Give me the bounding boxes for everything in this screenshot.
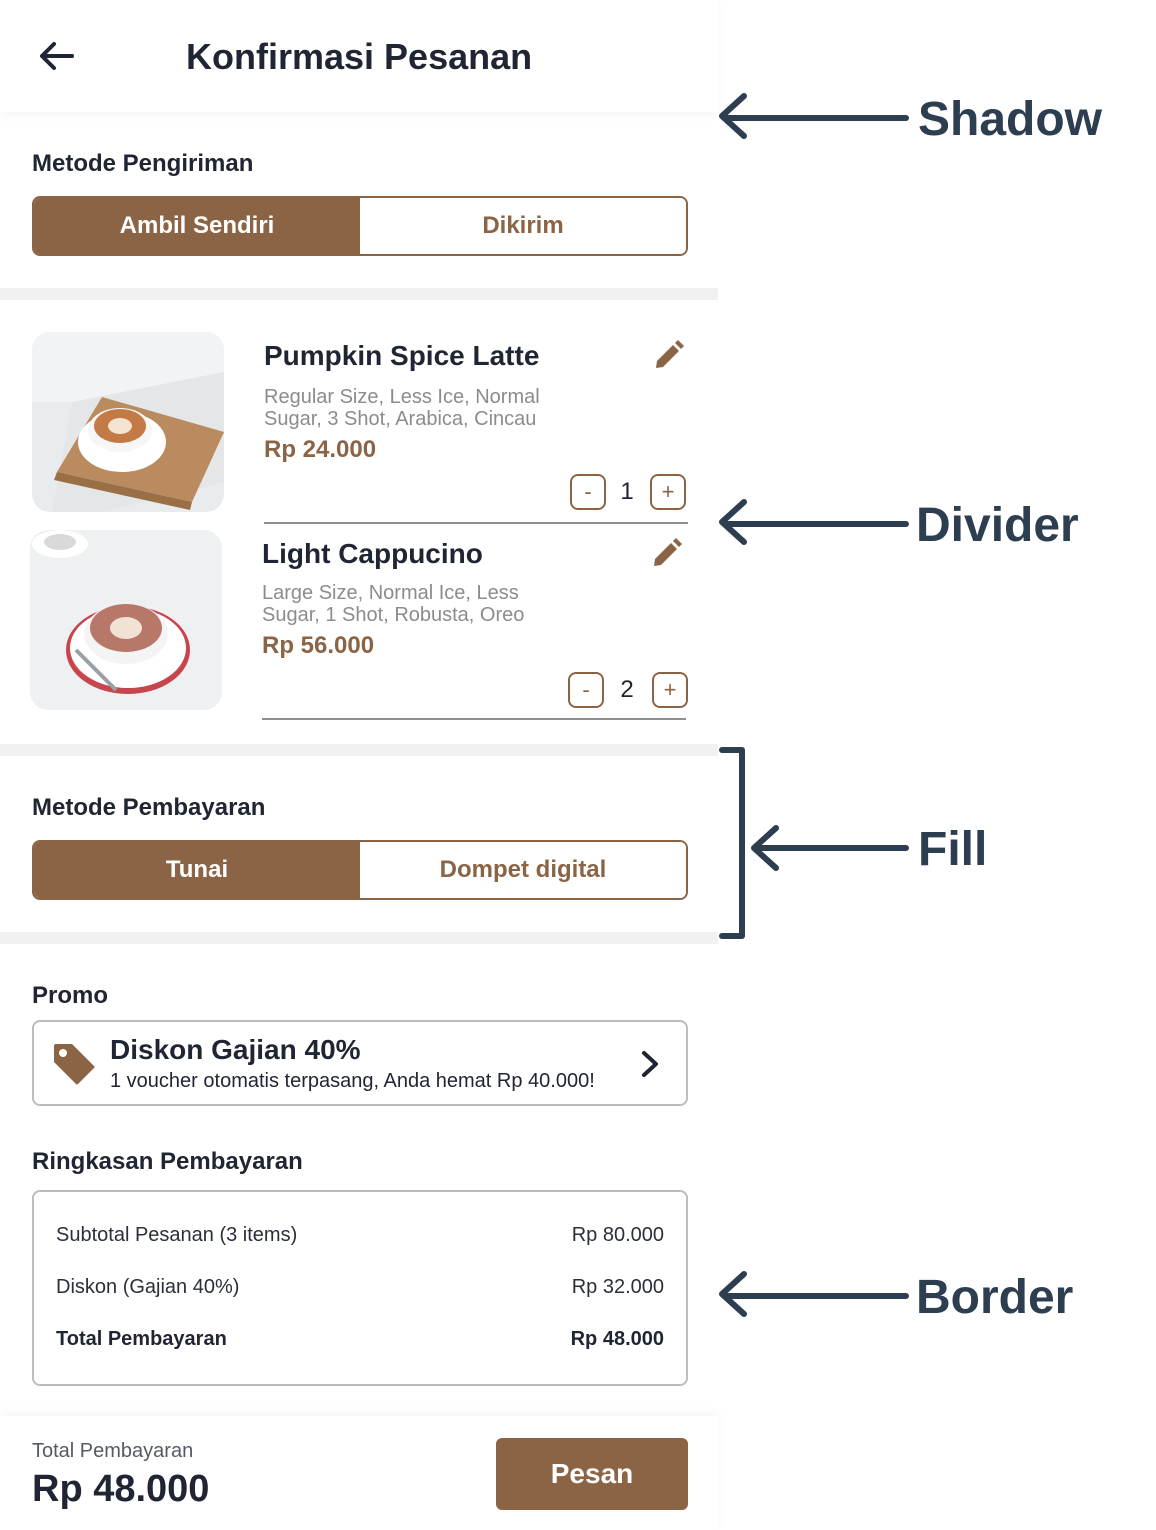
app-header <box>0 0 718 112</box>
page-title: Konfirmasi Pesanan <box>186 36 533 77</box>
payment-method-title: Metode Pembayaran <box>32 794 266 821</box>
footer-total-label: Total Pembayaran <box>32 1440 194 1462</box>
annotation-arrow-left-icon <box>716 1270 912 1320</box>
promo-voucher-card[interactable] <box>32 1020 688 1106</box>
item-quantity: 1 <box>620 478 634 505</box>
product-image-light-cappucino <box>30 530 222 710</box>
product-image-pumpkin-spice-latte <box>32 332 224 512</box>
item-divider <box>264 522 688 524</box>
annotation-arrow-left-icon <box>716 92 912 142</box>
annotation-label-fill: Fill <box>918 823 988 876</box>
delivery-option-delivered[interactable]: Dikirim <box>360 198 686 254</box>
annotation-label-divider: Divider <box>916 499 1079 552</box>
section-separator <box>0 288 718 300</box>
tag-icon <box>52 1042 96 1086</box>
edit-icon[interactable] <box>652 340 684 372</box>
increase-quantity-button[interactable]: + <box>650 474 686 510</box>
summary-row-subtotal <box>56 1224 664 1252</box>
promo-title: Promo <box>32 982 109 1009</box>
section-separator <box>0 744 718 756</box>
payment-option-ewallet[interactable]: Dompet digital <box>360 842 686 898</box>
summary-row-total <box>56 1328 664 1356</box>
summary-row-discount <box>56 1276 664 1304</box>
annotation-arrow-left-icon <box>748 824 912 874</box>
payment-method-toggle <box>32 840 688 900</box>
arrow-left-icon[interactable] <box>36 38 76 74</box>
summary-value: Rp 32.000 <box>571 1276 664 1298</box>
annotation-label-border: Border <box>916 1271 1074 1324</box>
footer-total-amount: Rp 48.000 <box>32 1468 210 1510</box>
annotation-bracket-icon <box>718 746 748 942</box>
promo-name: Diskon Gajian 40% <box>110 1034 361 1065</box>
delivery-method-title: Metode Pengiriman <box>32 150 254 177</box>
checkout-footer <box>0 1416 718 1530</box>
item-price: Rp 24.000 <box>264 436 377 463</box>
order-button[interactable]: Pesan <box>496 1438 688 1510</box>
item-description: Large Size, Normal Ice, Less Sugar, 1 Shot, Robusta, Oreo <box>262 582 525 626</box>
decrease-quantity-button[interactable]: - <box>568 672 604 708</box>
chevron-right-icon <box>638 1050 662 1078</box>
increase-quantity-button[interactable]: + <box>652 672 688 708</box>
summary-label: Total Pembayaran <box>56 1328 227 1350</box>
payment-summary-title: Ringkasan Pembayaran <box>32 1148 303 1175</box>
summary-label: Diskon (Gajian 40%) <box>56 1276 240 1298</box>
item-divider <box>262 718 686 720</box>
payment-summary-card <box>32 1190 688 1386</box>
item-quantity: 2 <box>620 676 634 703</box>
decrease-quantity-button[interactable]: - <box>570 474 606 510</box>
annotation-arrow-left-icon <box>716 498 912 548</box>
order-item <box>0 332 718 530</box>
summary-label: Subtotal Pesanan (3 items) <box>56 1224 298 1246</box>
item-name: Light Cappucino <box>262 538 483 569</box>
summary-value: Rp 80.000 <box>571 1224 664 1246</box>
summary-value: Rp 48.000 <box>570 1328 664 1350</box>
order-item <box>0 530 718 728</box>
edit-icon[interactable] <box>650 538 682 570</box>
annotation-label-shadow: Shadow <box>918 93 1103 146</box>
payment-option-cash[interactable]: Tunai <box>34 842 360 898</box>
item-name: Pumpkin Spice Latte <box>264 340 540 371</box>
section-separator <box>0 932 718 944</box>
item-description: Regular Size, Less Ice, Normal Sugar, 3 Shot, Arabica, Cincau <box>264 386 540 430</box>
promo-subtitle: 1 voucher otomatis terpasang, Anda hemat Rp 40.000! <box>110 1070 595 1092</box>
delivery-method-toggle <box>32 196 688 256</box>
item-price: Rp 56.000 <box>262 632 375 659</box>
delivery-option-pickup[interactable]: Ambil Sendiri <box>34 198 360 254</box>
